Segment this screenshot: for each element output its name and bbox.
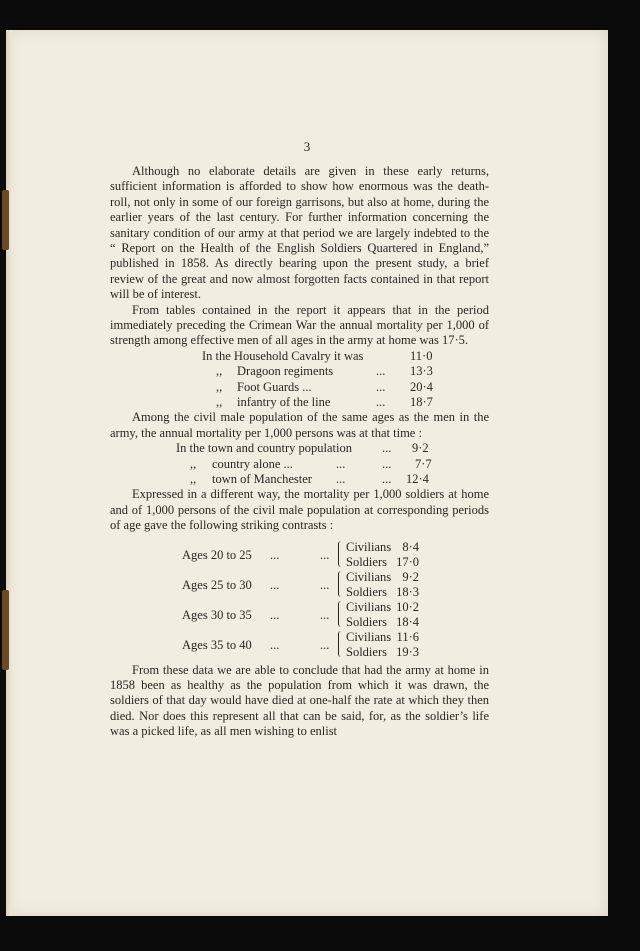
- paragraph-4: Expressed in a different way, the mortality per 1,000 soldiers at home and of 1,000 persons of the civil male population at corresponding periods of age gave the following striking contrasts :: [110, 487, 489, 533]
- age-range-label: Ages 20 to 25: [182, 547, 252, 562]
- army-row: [110, 395, 489, 410]
- age-range-label: Ages 30 to 35: [182, 607, 252, 622]
- civil-row: [110, 457, 489, 472]
- army-row-label: In the Household Cavalry it was: [202, 348, 364, 363]
- civil-row-label: town of Manchester: [212, 472, 312, 487]
- soldiers-label: Soldiers: [346, 584, 387, 599]
- page-body: [110, 164, 489, 740]
- leader-dots: ...: [320, 577, 330, 592]
- ditto-mark: ,,: [216, 379, 223, 394]
- age-range-label: Ages 35 to 40: [182, 637, 252, 652]
- civilians-label: Civilians: [346, 599, 392, 614]
- army-row-label: Foot Guards ...: [237, 379, 312, 394]
- binding-fold: [6, 30, 12, 916]
- ditto-mark: ,,: [216, 395, 223, 410]
- ditto-mark: ,,: [216, 364, 223, 379]
- paragraph-2: From tables contained in the report it appears that in the period immediately preceding the Crimean War the annual mortality per 1,000 of strength among effective men of all ages in the army at home was 17·5.: [110, 302, 489, 348]
- leader-dots: ...: [320, 637, 330, 652]
- ditto-mark: ,,: [190, 472, 197, 487]
- army-row: [110, 364, 489, 379]
- soldiers-label: Soldiers: [346, 614, 387, 629]
- civil-row-label: In the town and country population: [176, 441, 353, 456]
- civil-mortality-table: [110, 441, 489, 487]
- soldiers-value: 17·0: [396, 554, 419, 569]
- brace: [338, 631, 343, 657]
- civilians-value: 11·6: [396, 629, 419, 644]
- civilians-value: 10·2: [396, 599, 419, 614]
- page-number: 3: [303, 139, 311, 154]
- army-row: [110, 349, 489, 364]
- age-contrast-table: [110, 540, 489, 660]
- leader-dots: ...: [376, 364, 386, 379]
- army-row-value: 11·0: [410, 348, 433, 363]
- leader-dots: ...: [336, 456, 346, 471]
- brace: [338, 541, 343, 567]
- leader-dots: ...: [270, 547, 280, 562]
- army-mortality-table: [110, 349, 489, 411]
- army-row: [110, 380, 489, 395]
- leader-dots: ...: [320, 607, 330, 622]
- paragraph-5: From these data we are able to conclude that had the army at home in 1858 been as healthy as the population from which it was drawn, the soldiers of that day would have died at one-half the rate at which they then died. Nor does this represent all that can be said, for, as the soldier’s life was a picked life, as all men wishing to enlist: [110, 662, 489, 739]
- soldiers-value: 18·3: [396, 584, 419, 599]
- document-page: [6, 30, 608, 916]
- binding-stain-bottom: [2, 590, 9, 670]
- leader-dots: ...: [320, 547, 330, 562]
- leader-dots: ...: [336, 472, 346, 487]
- civilians-value: 8·4: [402, 539, 419, 554]
- civil-row-value: 7·7: [415, 456, 432, 471]
- age-group: [110, 600, 489, 630]
- leader-dots: ...: [382, 441, 392, 456]
- leader-dots: ...: [376, 395, 386, 410]
- binding-stain-top: [2, 190, 9, 250]
- soldiers-value: 19·3: [396, 644, 419, 659]
- civilians-label: Civilians: [346, 629, 392, 644]
- army-row-label: Dragoon regiments: [237, 364, 334, 379]
- leader-dots: ...: [270, 607, 280, 622]
- leader-dots: ...: [382, 472, 392, 487]
- leader-dots: ...: [270, 577, 280, 592]
- army-row-value: 20·4: [410, 379, 433, 394]
- soldiers-label: Soldiers: [346, 554, 387, 569]
- civil-row-label: country alone ...: [212, 456, 293, 471]
- age-group: [110, 570, 489, 600]
- civilians-value: 9·2: [402, 569, 419, 584]
- paragraph-1: Although no elaborate details are given in these early returns, sufficient information is afforded to show how enormous was the death-roll, not only in some of our foreign garrisons, but also at home, during the earlier years of the last century. For further information concerning the sanitary condition of our army at that period we are largely indebted to the “ Report on the Health of the English Soldiers Quartered in England,” published in 1858. As directly bearing upon the present study, a brief review of the great and now almost forgotten facts contained in that report will be of interest.: [110, 164, 489, 302]
- age-group: [110, 630, 489, 660]
- soldiers-label: Soldiers: [346, 644, 387, 659]
- civil-row: [110, 472, 489, 487]
- age-group: [110, 540, 489, 570]
- army-row-value: 13·3: [410, 364, 433, 379]
- civil-row-value: 12·4: [406, 472, 429, 487]
- leader-dots: ...: [376, 379, 386, 394]
- civilians-label: Civilians: [346, 569, 392, 584]
- civilians-label: Civilians: [346, 539, 392, 554]
- brace: [338, 571, 343, 597]
- age-range-label: Ages 25 to 30: [182, 577, 252, 592]
- soldiers-value: 18·4: [396, 614, 419, 629]
- leader-dots: ...: [270, 637, 280, 652]
- army-row-value: 18·7: [410, 395, 433, 410]
- civil-row: [110, 441, 489, 456]
- brace: [338, 601, 343, 627]
- leader-dots: ...: [382, 456, 392, 471]
- paragraph-3: Among the civil male population of the same ages as the men in the army, the annual mortality per 1,000 persons was at that time :: [110, 410, 489, 440]
- army-row-label: infantry of the line: [237, 395, 331, 410]
- civil-row-value: 9·2: [412, 441, 429, 456]
- ditto-mark: ,,: [190, 456, 197, 471]
